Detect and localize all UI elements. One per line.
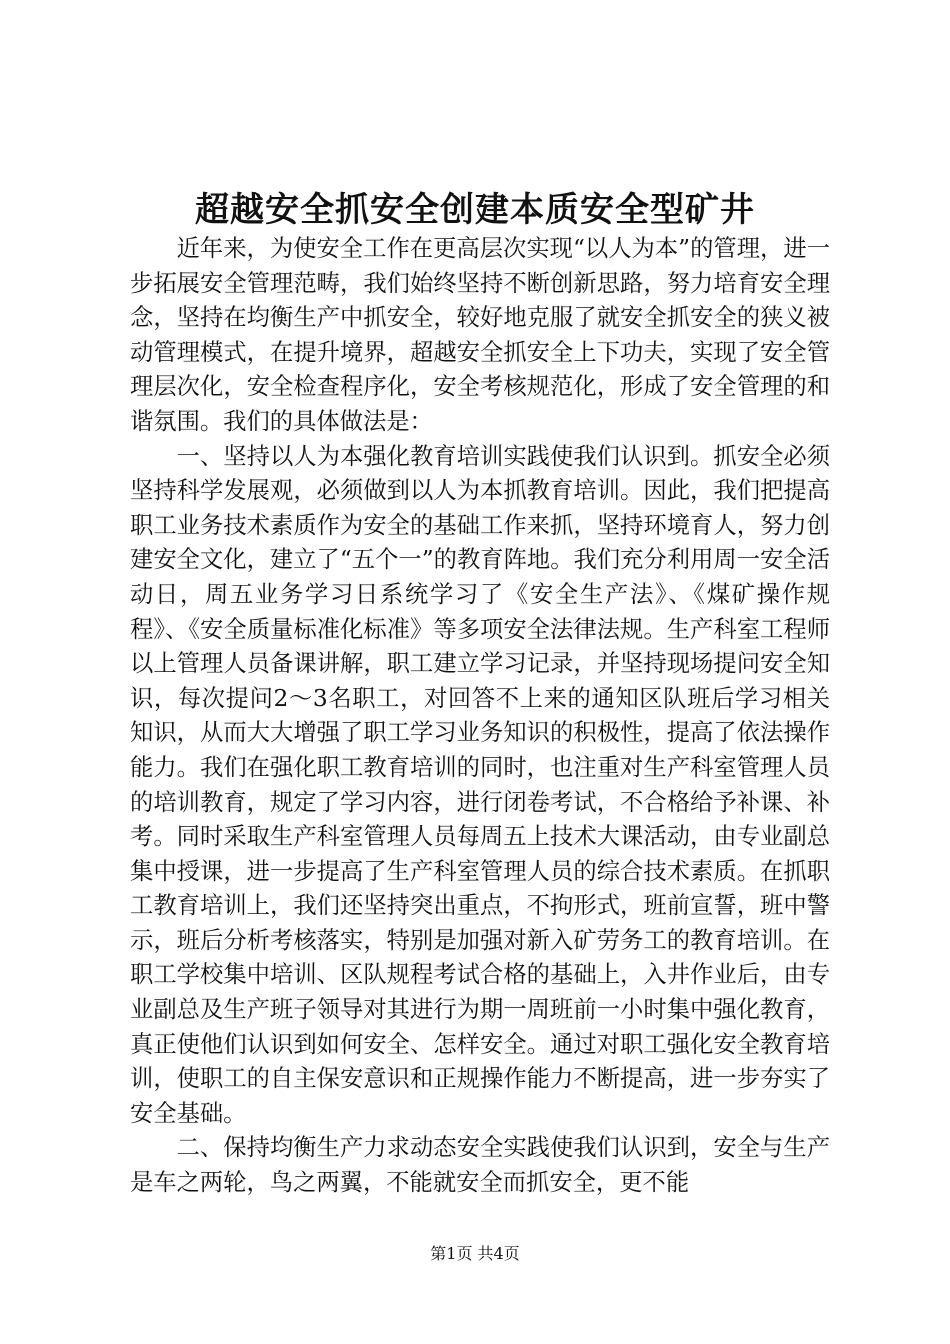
paragraph-section-1: 一、坚持以人为本强化教育培训实践使我们认识到。抓安全必须坚持科学发展观，必须做到以人为本抓教育培训。因此，我们把提高职工业务技术素质作为安全的基础工作来抓，坚持环境育人，努力创建安全文化，建立了“五个一”的教育阵地。我们充分利用周一安全活动日，周五业务学习日系统学习了《安全生产法》、《煤矿操作规程》、《安全质量标准化标准》等多项安全法律法规。生产科室工程师以上管理人员备课讲解，职工建立学习记录，并坚持现场提问安全知识，每次提问2～3名职工，对回答不上来的通知区队班后学习相关知识，从而大大增强了职工学习业务知识的积极性，提高了依法操作能力。我们在强化职工教育培训的同时，也注重对生产科室管理人员的培训教育，规定了学习内容，进行闭卷考试，不合格给予补课、补考。同时采取生产科室管理人员每周五上技术大课活动，由专业副总集中授课，进一步提高了生产科室管理人员的综合技术素质。在抓职工教育培训上，我们还坚持突出重点，不拘形式，班前宣誓，班中警示，班后分析考核落实，特别是加强对新入矿劳务工的教育培训。在职工学校集中培训、区队规程考试合格的基础上，入井作业后，由专业副总及生产班子领导对其进行为期一周班前一小时集中强化教育，真正使他们认识到如何安全、怎样安全。通过对职工强化安全教育培训，使职工的自主保安意识和正规操作能力不断提高，进一步夯实了安全基础。 (130, 442, 830, 1127)
document-title: 超越安全抓安全创建本质安全型矿井 (195, 190, 755, 230)
paragraph-section-2: 二、保持均衡生产力求动态安全实践使我们认识到，安全与生产是车之两轮，鸟之两翼，不能就安全而抓安全，更不能 (130, 1134, 830, 1197)
paragraph-intro: 近年来，为使安全工作在更高层次实现“以人为本”的管理，进一步拓展安全管理范畴，我们始终坚持不断创新思路，努力培育安全理念，坚持在均衡生产中抓安全，较好地克服了就安全抓安全的狭义被动管理模式，在提升境界，超越安全抓安全上下功夫，实现了安全管理层次化，安全检查程序化，安全考核规范化，形成了安全管理的和谐氛围。我们的具体做法是： (130, 235, 830, 435)
document-body (130, 232, 830, 1201)
page-footer: 第1页 共4页 (430, 1244, 520, 1263)
